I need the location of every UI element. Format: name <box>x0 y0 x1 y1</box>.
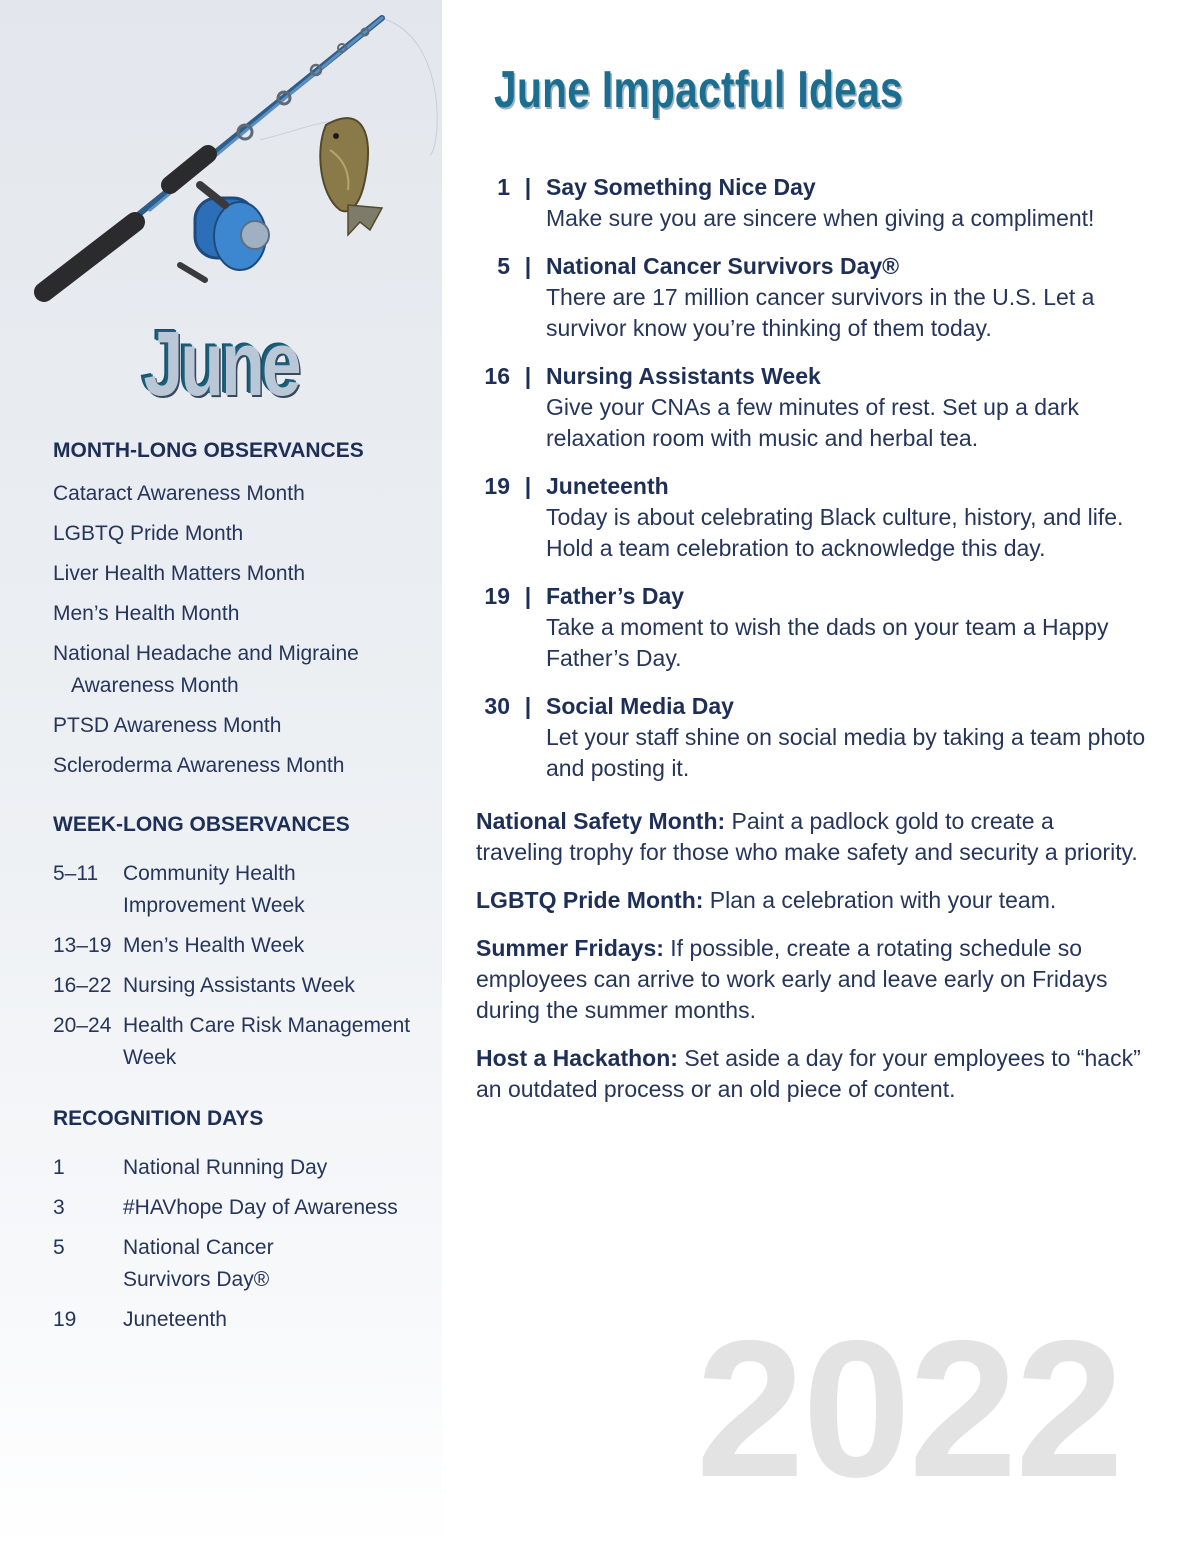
week-name: Health Care Risk Management Week <box>123 1014 411 1069</box>
page-title: June Impactful Ideas <box>494 61 904 119</box>
idea-body <box>546 251 1146 344</box>
idea-desc: Let your staff shine on social media by taking a team photo and posting it. <box>546 724 1146 781</box>
note-label: Summer Fridays: <box>476 935 664 961</box>
week-dates: 5–11 <box>53 862 99 885</box>
note-paragraph <box>476 885 1141 916</box>
list-item <box>53 1192 423 1224</box>
recognition-name: #HAVhope Day of Awareness <box>123 1196 398 1219</box>
idea-item <box>476 471 1146 564</box>
note-label: LGBTQ Pride Month: <box>476 887 704 913</box>
idea-separator: | <box>524 363 532 389</box>
week-dates: 16–22 <box>53 974 112 997</box>
observances-column <box>53 438 423 1344</box>
idea-separator: | <box>524 473 532 499</box>
fish-icon <box>320 118 382 235</box>
note-label: Host a Hackathon: <box>476 1045 678 1071</box>
recognition-day: 5 <box>53 1236 65 1259</box>
note-text: If possible, create a rotating schedule so employees can arrive to work early and leave early on Fridays during the summer months. <box>476 935 1108 1023</box>
idea-day: 19 <box>484 583 510 609</box>
week-name: Community Health Improvement Week <box>123 862 305 917</box>
list-item <box>53 930 423 962</box>
idea-item <box>476 581 1146 674</box>
list-item <box>53 970 423 1002</box>
year-watermark: 2022 <box>696 1300 1122 1518</box>
note-text: Set aside a day for your employees to “hack” an outdated process or an old piece of content. <box>476 1045 1141 1102</box>
idea-title: Juneteenth <box>546 473 669 499</box>
list-item: Scleroderma Awareness Month <box>53 754 345 777</box>
month-long-heading: MONTH-LONG OBSERVANCES <box>53 439 364 462</box>
week-dates: 20–24 <box>53 1014 112 1037</box>
idea-day: 19 <box>484 473 510 499</box>
list-item: PTSD Awareness Month <box>53 714 282 737</box>
idea-day: 5 <box>497 253 510 279</box>
notes-section <box>476 806 1141 1122</box>
recognition-name: National Cancer Survivors Day® <box>123 1236 274 1291</box>
idea-day: 30 <box>484 693 510 719</box>
sidebar <box>0 0 442 1553</box>
week-name: Nursing Assistants Week <box>123 974 355 997</box>
list-item: LGBTQ Pride Month <box>53 522 244 545</box>
note-text: Paint a padlock gold to create a traveling trophy for those who make safety and security a priority. <box>476 808 1138 865</box>
idea-desc: Make sure you are sincere when giving a compliment! <box>546 205 1095 231</box>
note-label: National Safety Month: <box>476 808 726 834</box>
list-item <box>53 858 423 922</box>
idea-separator: | <box>524 693 532 719</box>
recognition-heading: RECOGNITION DAYS <box>53 1107 264 1130</box>
month-title: June <box>143 313 299 415</box>
recognition-day: 3 <box>53 1196 65 1219</box>
note-text: Plan a celebration with your team. <box>703 887 1057 913</box>
idea-body <box>546 471 1146 564</box>
month-long-list <box>53 478 423 782</box>
note-paragraph <box>476 1043 1141 1105</box>
recognition-day: 1 <box>53 1156 65 1179</box>
idea-desc: Today is about celebrating Black culture, history, and life. Hold a team celebration to acknowledge this day. <box>546 504 1124 561</box>
week-long-list <box>53 858 423 1074</box>
idea-item <box>476 172 1146 234</box>
idea-title: Father’s Day <box>546 583 685 609</box>
rod-handle <box>44 222 135 292</box>
list-item: Men’s Health Month <box>53 602 240 625</box>
idea-title: Social Media Day <box>546 693 734 719</box>
idea-body <box>546 581 1146 674</box>
idea-title: Nursing Assistants Week <box>546 363 821 389</box>
idea-day: 16 <box>484 363 510 389</box>
note-paragraph <box>476 933 1141 1026</box>
idea-body <box>546 691 1146 784</box>
idea-separator: | <box>524 174 532 200</box>
list-item: Liver Health Matters Month <box>53 562 306 585</box>
idea-item <box>476 691 1146 784</box>
idea-separator: | <box>524 253 532 279</box>
idea-item <box>476 251 1146 344</box>
idea-separator: | <box>524 583 532 609</box>
recognition-name: Juneteenth <box>123 1308 227 1331</box>
list-item <box>53 1010 423 1074</box>
list-item: National Headache and Migraine Awareness Month <box>53 642 359 697</box>
list-item: Cataract Awareness Month <box>53 482 305 505</box>
week-dates: 13–19 <box>53 934 112 957</box>
idea-desc: Give your CNAs a few minutes of rest. Set up a dark relaxation room with music and herbal tea. <box>546 394 1080 451</box>
idea-title: Say Something Nice Day <box>546 174 816 200</box>
idea-desc: There are 17 million cancer survivors in the U.S. Let a survivor know you’re thinking of them today. <box>546 284 1095 341</box>
week-long-heading: WEEK-LONG OBSERVANCES <box>53 813 350 836</box>
list-item <box>53 1232 423 1296</box>
week-name: Men’s Health Week <box>123 934 305 957</box>
recognition-name: National Running Day <box>123 1156 328 1179</box>
recognition-list <box>53 1152 423 1336</box>
idea-item <box>476 361 1146 454</box>
idea-body <box>546 172 1146 234</box>
idea-day: 1 <box>497 174 510 200</box>
ideas-list <box>476 172 1146 801</box>
fishing-line <box>382 18 437 155</box>
list-item <box>53 1152 423 1184</box>
list-item <box>53 1304 423 1336</box>
fishing-rod-illustration <box>30 10 450 310</box>
idea-desc: Take a moment to wish the dads on your team a Happy Father’s Day. <box>546 614 1109 671</box>
idea-title: National Cancer Survivors Day® <box>546 253 900 279</box>
note-paragraph <box>476 806 1141 868</box>
reel <box>180 185 269 280</box>
rod-fore-grip <box>170 154 208 185</box>
recognition-day: 19 <box>53 1308 77 1331</box>
idea-body <box>546 361 1146 454</box>
